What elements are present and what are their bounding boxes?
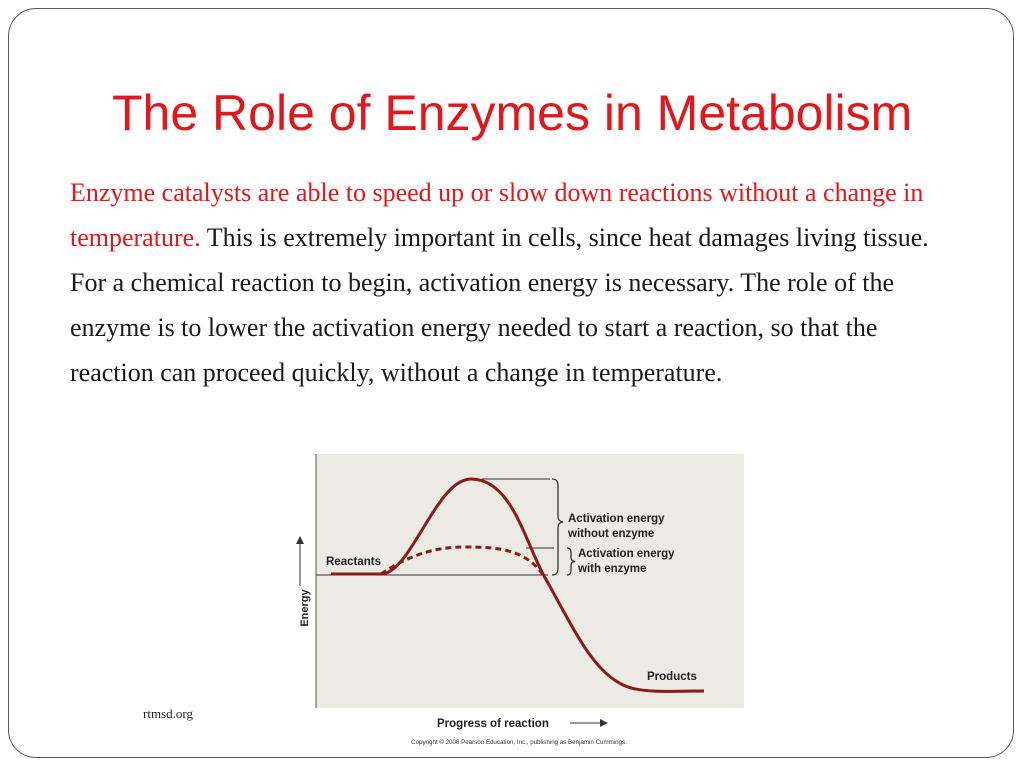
activation-without-label-2: without enzyme	[568, 528, 655, 540]
energy-axis-label: Energy	[299, 589, 311, 627]
figure-background	[316, 454, 744, 708]
slide-title: The Role of Enzymes in Metabolism	[112, 85, 913, 141]
progress-arrowhead	[600, 719, 608, 727]
activation-energy-figure	[286, 448, 756, 753]
slide-body	[70, 170, 950, 395]
reactants-label: Reactants	[326, 556, 381, 568]
products-label: Products	[647, 671, 697, 683]
body-highlight-text: Enzyme catalysts are able to speed up or slow down reactions without a change in temperature.	[70, 178, 924, 252]
body-text: This is extremely important in cells, since heat damages living tissue. For a chemical reaction to begin, activation energy is necessary. The role of the enzyme is to lower the activation energy needed to start a reaction, so that the reaction can proceed quickly, without a change in temperature.	[70, 223, 929, 387]
activation-with-label-1: Activation energy	[578, 548, 675, 560]
energy-arrowhead	[296, 536, 304, 544]
activation-without-label-1: Activation energy	[568, 513, 665, 525]
source-credit: rtmsd.org	[143, 706, 193, 721]
activation-with-label-2: with enzyme	[578, 563, 647, 575]
figure-copyright: Copyright © 2006 Pearson Education, Inc., publishing as Benjamin Cummings.	[411, 739, 627, 746]
progress-axis-label: Progress of reaction	[437, 718, 549, 730]
